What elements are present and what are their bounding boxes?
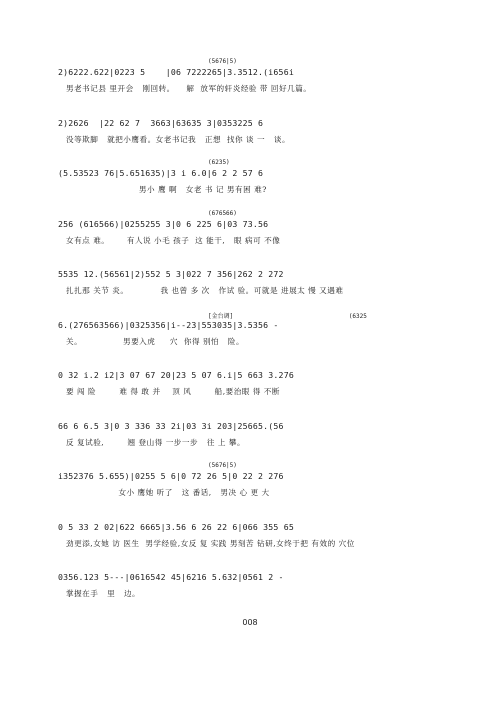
lyric-line: 女有点 难。 有人说 小毛 孩子 这 能干, 眼 病可 不像: [66, 235, 281, 245]
score-row: [0, 159, 500, 199]
score-row: [0, 210, 500, 250]
notation-line: 66 6 6.5 3|0 3 336 33 2i|03 3i 203|25665.(56: [58, 420, 284, 431]
lyric-line: 掌握在手 里 边。: [66, 589, 141, 598]
lyric-line: 要 闯 险 难 得 敢 并 顶 风 船,要治眼 得 不断: [66, 387, 280, 396]
notation-line: 2)6222.622|0223 5 |06 7222265|3.3512.(i656i: [58, 67, 294, 77]
score-row: [0, 513, 500, 553]
notation-line: (5.53523 76|5.651635)|3 i 6.0|6 2 2 57 6: [58, 168, 264, 178]
lyric-line: 男老书记县 里开会 刚回转。 解 放军的轩炎经验 带 回好几篇。: [66, 84, 312, 93]
score-row: [0, 311, 500, 351]
interlude-annotation: (5676|5): [208, 462, 237, 469]
score-row: [0, 412, 500, 452]
score-row: [0, 58, 500, 98]
interlude-annotation: (676566): [208, 209, 237, 217]
score-row: [0, 109, 500, 149]
lyric-line: 反 复试验, 翘 登山得 一步一步 往 上 攀。: [66, 437, 246, 447]
notation-line: 256 (616566)|0255255 3|0 6 225 6|03 73.56: [58, 218, 269, 229]
notation-line: 6.(276563566)|0325356|i--23|553035|3.5356 -: [58, 319, 279, 330]
page-number: 008: [242, 618, 258, 627]
notation-line: 0 32 i.2 i2|3 07 67 20|23 5 07 6.i|5 663 3.276: [58, 370, 294, 380]
notation-line: 5535 12.(56561|2)552 5 3|022 7 356|262 2 272: [58, 269, 284, 279]
score-row: [0, 462, 500, 502]
interlude-annotation: (6235): [208, 159, 230, 166]
score-row: [0, 361, 500, 401]
lyric-line: 劲更添,女她 访 医生 男学经验,女反 复 实践 男刻苦 钻研,女终于把 有效的 穴位: [66, 538, 355, 548]
lyric-line: 关。 男要入虎 穴 你得 别怕 险。: [66, 336, 245, 346]
notation-line: 0 5 33 2 02|622 6665|3.56 6 26 22 6|066 355 65: [58, 521, 294, 532]
lyric-line: 女小 鹰她 听了 这 番话, 男决 心 更 大: [66, 488, 270, 497]
notation-line: 0356.123 5---|0616542 45|6216 5.632|0561 2 -: [58, 572, 284, 582]
score-row: [0, 260, 500, 300]
lyric-line: 男小 鹰 啊 女老 书 记 男有困 难?: [66, 185, 267, 194]
interlude-annotation: (5676|5): [208, 58, 237, 65]
lyric-line: 扎扎那 关节 炎。 我 也曾 多 次 作试 验。可就是 进展太 慢 又遇难: [66, 286, 344, 295]
notation-line: 2)2626 |22 62 7 3663|63635 3|0353225 6: [58, 117, 264, 128]
interlude-annotation: [金台调] (6325: [208, 312, 367, 320]
notation-line: i352376 5.655)|0255 5 6|0 72 26 5|0 22 2 276: [58, 471, 284, 481]
score-row: [0, 563, 500, 603]
lyric-line: 没等欺脚 就把小鹰看。女老书记我 正想 找你 谈 一 谈。: [66, 134, 291, 144]
